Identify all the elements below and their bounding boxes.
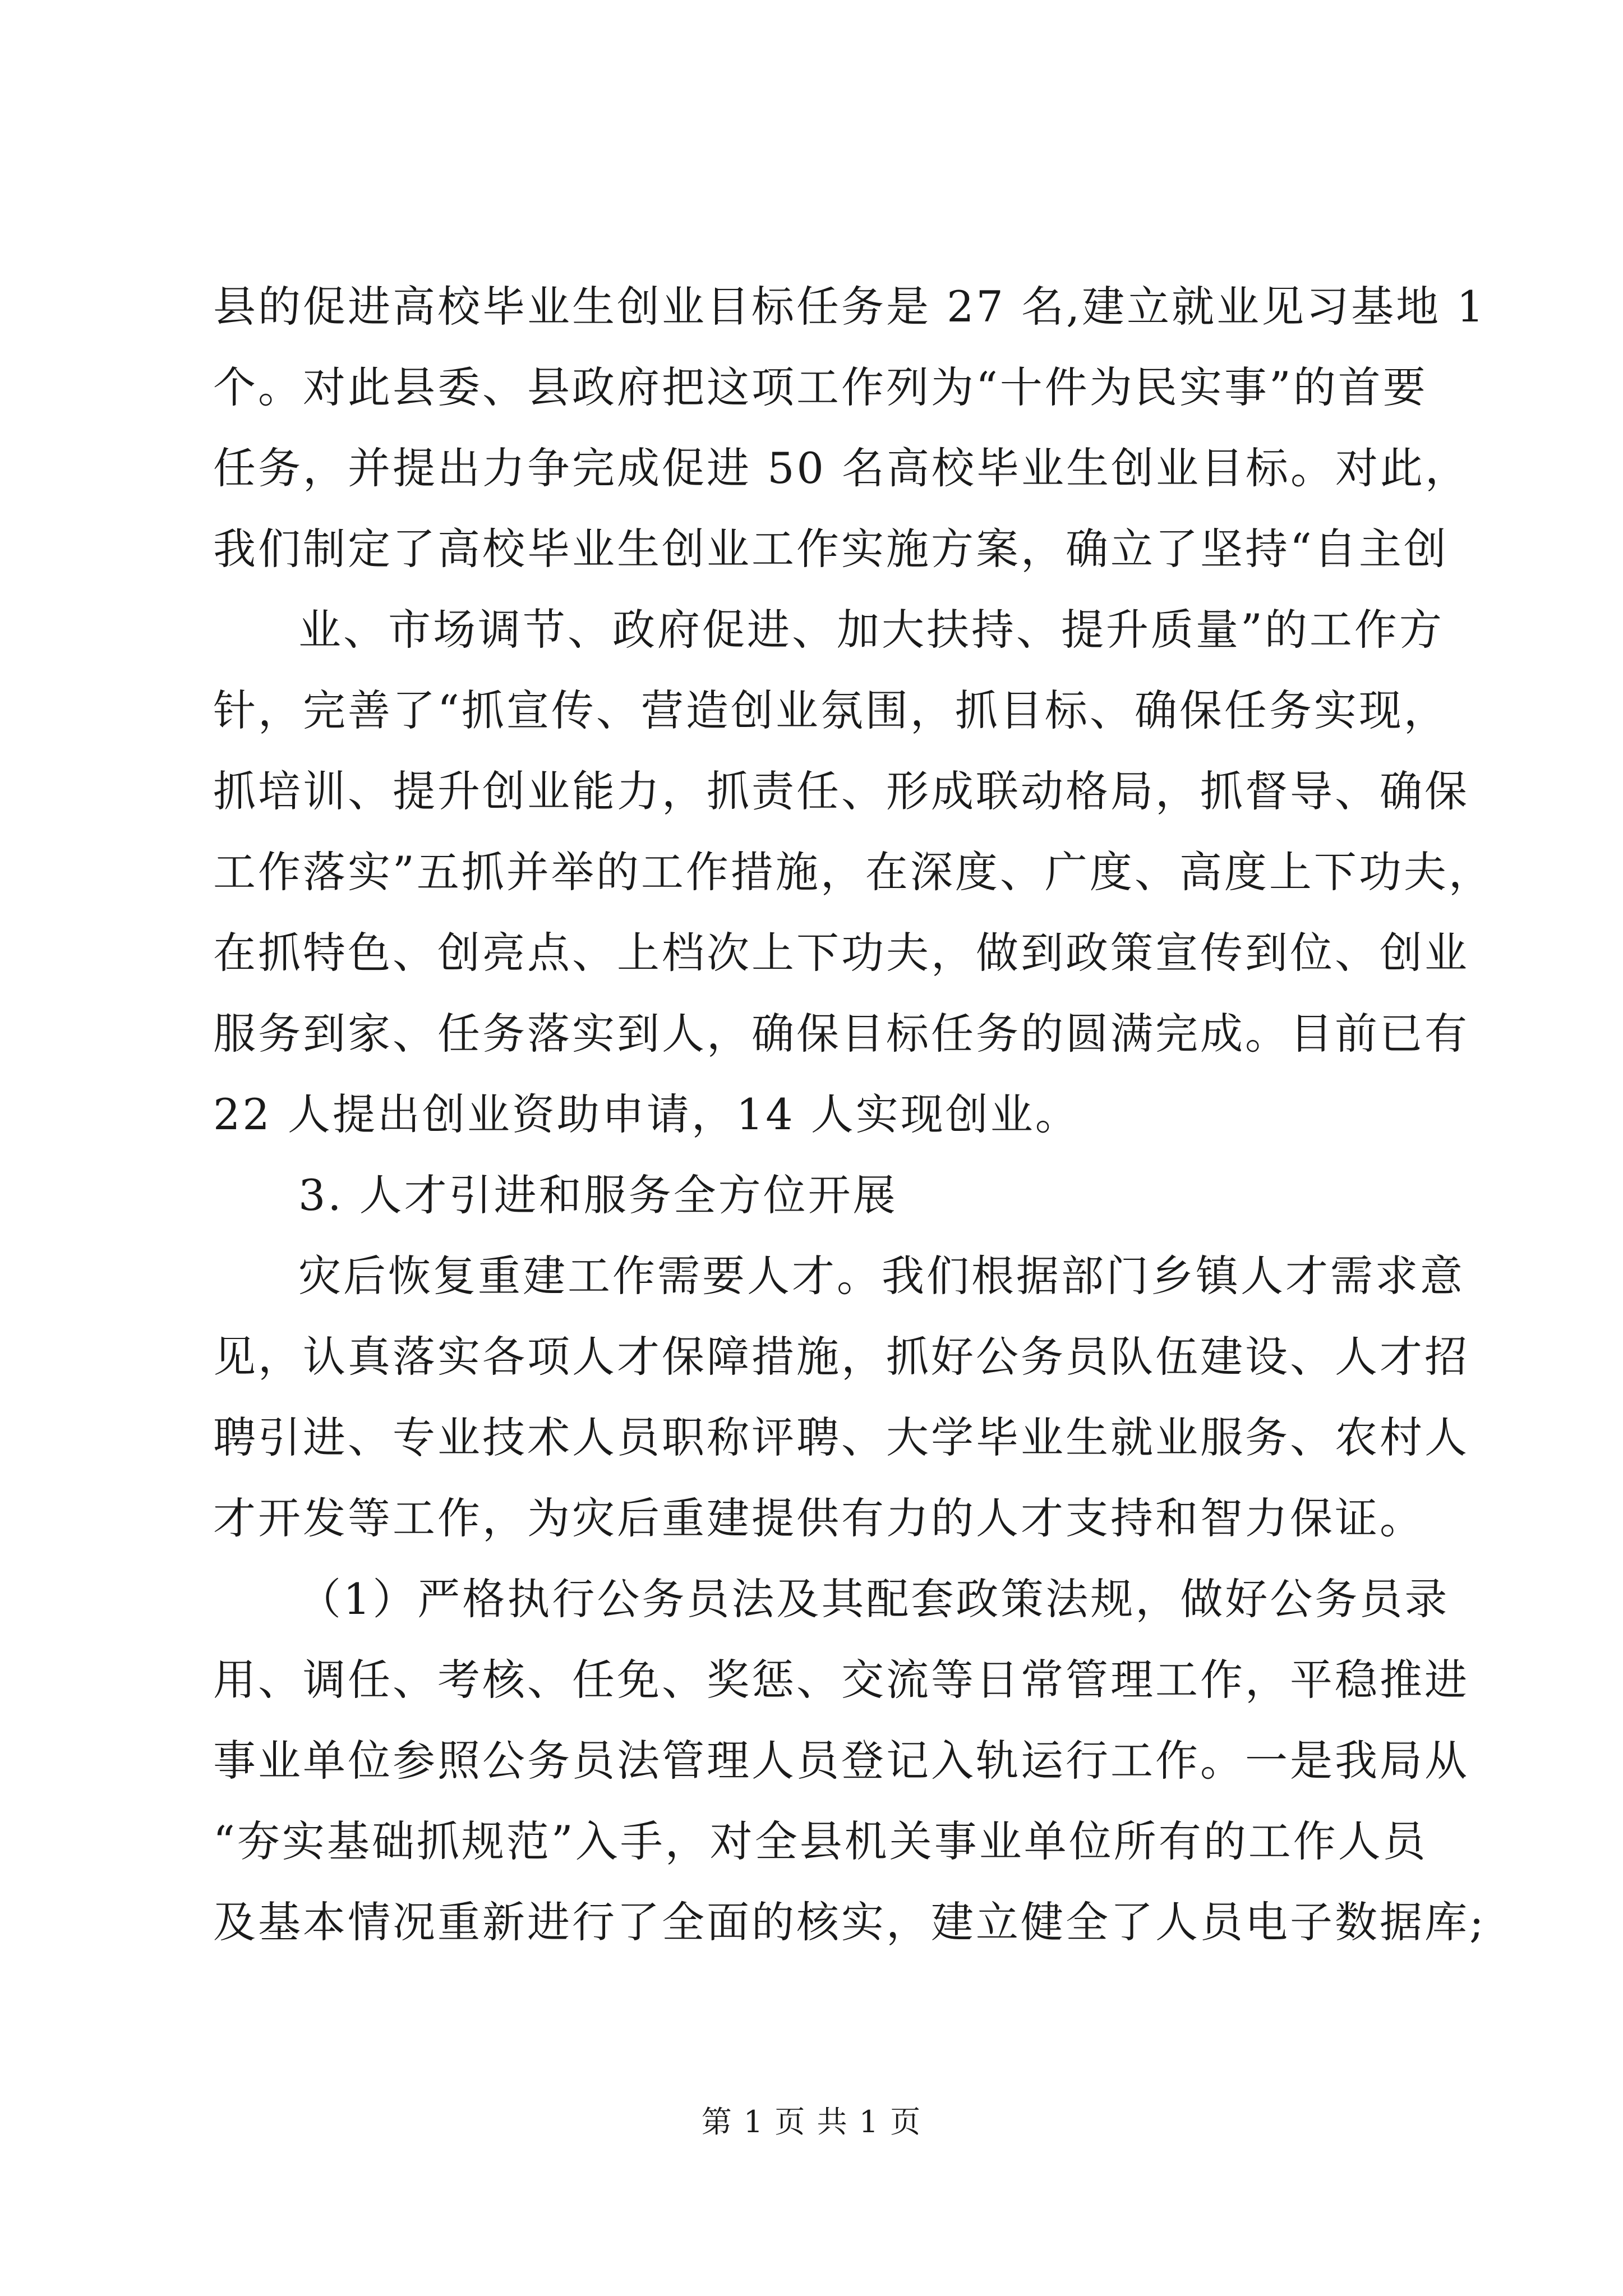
section-heading: 3. 人才引进和服务全方位开展: [298, 1170, 898, 1220]
text-line-3: 任务，并提出力争完成促进 50 名高校毕业生创业目标。对此，: [213, 443, 1470, 493]
text-line-7: 抓培训、提升创业能力，抓责任、形成联动格局，抓督导、确保: [213, 766, 1469, 816]
text-line-4: 我们制定了高校毕业生创业工作实施方案，确立了坚持“自主创: [213, 524, 1449, 574]
text-line-11: 22 人提出创业资助申请，14 人实现创业。: [213, 1089, 1080, 1139]
page-number-footer: 第 1 页 共 1 页: [701, 2104, 922, 2139]
text-line-9: 在抓特色、创亮点、上档次上下功夫，做到政策宣传到位、创业: [213, 928, 1469, 978]
text-line-18: 用、调任、考核、任免、奖惩、交流等日常管理工作，平稳推进: [213, 1655, 1469, 1705]
text-line-8: 工作落实”五抓并举的工作措施，在深度、广度、高度上下功夫，: [213, 847, 1493, 897]
text-line-14: 见，认真落实各项人才保障措施，抓好公务员队伍建设、人才招: [213, 1332, 1469, 1382]
document-body: [213, 266, 1493, 1963]
text-line-17: （1）严格执行公务员法及其配套政策法规，做好公务员录: [298, 1574, 1450, 1624]
text-line-21: 及基本情况重新进行了全面的核实，建立健全了人员电子数据库;: [213, 1897, 1486, 1947]
text-line-20: “夯实基础抓规范”入手，对全县机关事业单位所有的工作人员: [213, 1816, 1428, 1866]
text-line-2: 个。对此县委、县政府把这项工作列为“十件为民实事”的首要: [213, 362, 1428, 412]
text-line-15: 聘引进、专业技术人员职称评聘、大学毕业生就业服务、农村人: [213, 1412, 1469, 1462]
text-line-19: 事业单位参照公务员法管理人员登记入轨运行工作。一是我局从: [213, 1736, 1469, 1786]
text-line-10: 服务到家、任务落实到人，确保目标任务的圆满完成。目前已有: [213, 1009, 1469, 1059]
text-line-5: 业、市场调节、政府促进、加大扶持、提升质量”的工作方: [298, 605, 1444, 655]
text-line-6: 针，完善了“抓宣传、营造创业氛围，抓目标、确保任务实现，: [213, 685, 1449, 735]
text-line-1: 县的促进高校毕业生创业目标任务是 27 名,建立就业见习基地 1: [213, 282, 1486, 332]
text-line-16: 才开发等工作，为灾后重建提供有力的人才支持和智力保证。: [213, 1493, 1424, 1543]
text-line-13: 灾后恢复重建工作需要人才。我们根据部门乡镇人才需求意: [298, 1251, 1465, 1301]
